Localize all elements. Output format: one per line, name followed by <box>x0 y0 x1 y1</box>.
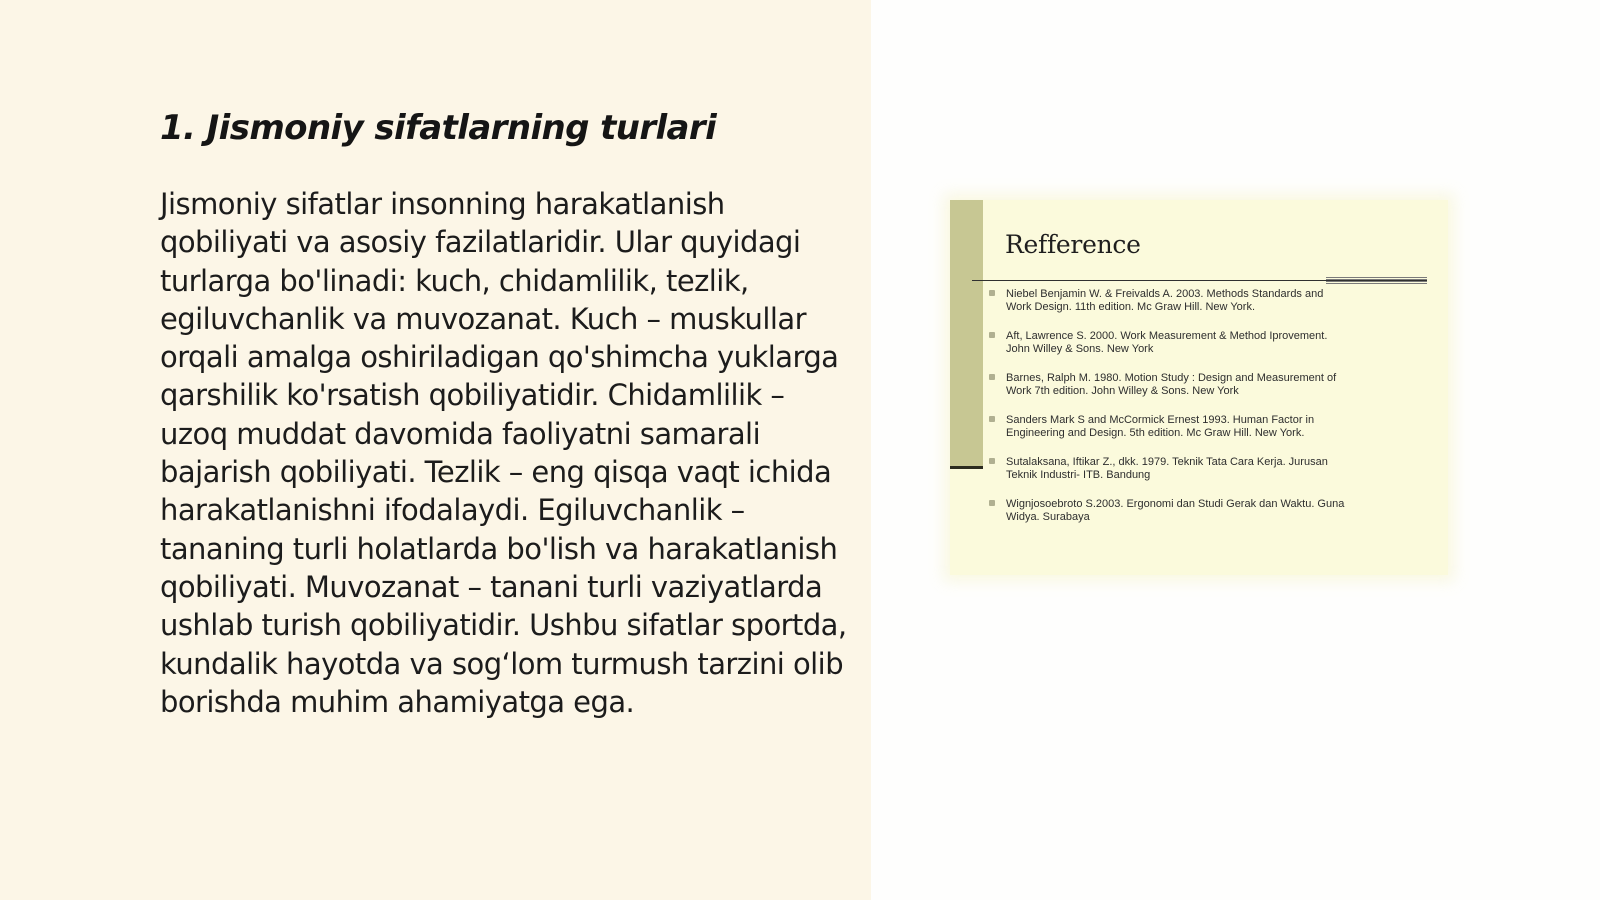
reference-item-text: Niebel Benjamin W. & Freivalds A. 2003. Methods Standards and Work Design. 11th edition. Mc Graw Hill. New York. <box>1006 288 1324 313</box>
reference-item-text: Sutalaksana, Iftikar Z., dkk. 1979. Teknik Tata Cara Kerja. Jurusan Teknik Industri- ITB. Bandung <box>1006 456 1328 481</box>
reference-item <box>1006 330 1411 372</box>
reference-item <box>1006 414 1411 456</box>
reference-item-text: Wignjosoebroto S.2003. Ergonomi dan Studi Gerak dan Waktu. Guna Widya. Surabaya <box>1006 498 1345 523</box>
reference-list <box>1006 288 1411 540</box>
bullet-icon <box>989 458 995 464</box>
slide-body-text: Jismoniy sifatlar insonning harakatlanish qobiliyati va asosiy fazilatlaridir. Ular quyidagi turlarga bo'linadi: kuch, chidamlilik, tezlik, egiluvchanlik va muvozanat. Kuch – muskullar orqali amalga oshiriladigan qo'shimcha yuklarga qarshilik ko'rsatish qobiliyatidir. Chidamlilik – uzoq muddat davomida faoliyatni samarali bajarish qobiliyati. Tezlik – eng qisqa vaqt ichida harakatlanishni ifodalaydi. Egiluvchanlik – tananing turli holatlarda bo'lish va harakatlanish qobiliyati. Muvozanat – tanani turli vaziyatlarda ushlab turish qobiliyatidir. Ushbu sifatlar sportda, kundalik hayotda va sog‘lom turmush tarzini olib borishda muhim ahamiyatga ega. <box>160 187 847 719</box>
reference-sidebar-bar <box>950 200 983 469</box>
reference-item <box>1006 456 1411 498</box>
reference-item-text: Barnes, Ralph M. 1980. Motion Study : Design and Measurement of Work 7th edition. John Willey & Sons. New York <box>1006 372 1337 397</box>
slide-title: 1. Jismoniy sifatlarning turlari <box>160 108 717 148</box>
reference-slide-image <box>950 200 1448 575</box>
reference-item-text: Aft, Lawrence S. 2000. Work Measurement & Method Iprovement. John Willey & Sons. New York <box>1006 330 1328 355</box>
bullet-icon <box>989 290 995 296</box>
bullet-icon <box>989 500 995 506</box>
bullet-icon <box>989 374 995 380</box>
reference-divider-accent <box>1326 277 1427 285</box>
reference-title: Refference <box>1005 230 1141 259</box>
reference-item <box>1006 288 1411 330</box>
reference-item <box>1006 372 1411 414</box>
reference-item <box>1006 498 1411 540</box>
reference-item-text: Sanders Mark S and McCormick Ernest 1993. Human Factor in Engineering and Design. 5th edition. Mc Graw Hill. New York. <box>1006 414 1315 439</box>
bullet-icon <box>989 332 995 338</box>
bullet-icon <box>989 416 995 422</box>
